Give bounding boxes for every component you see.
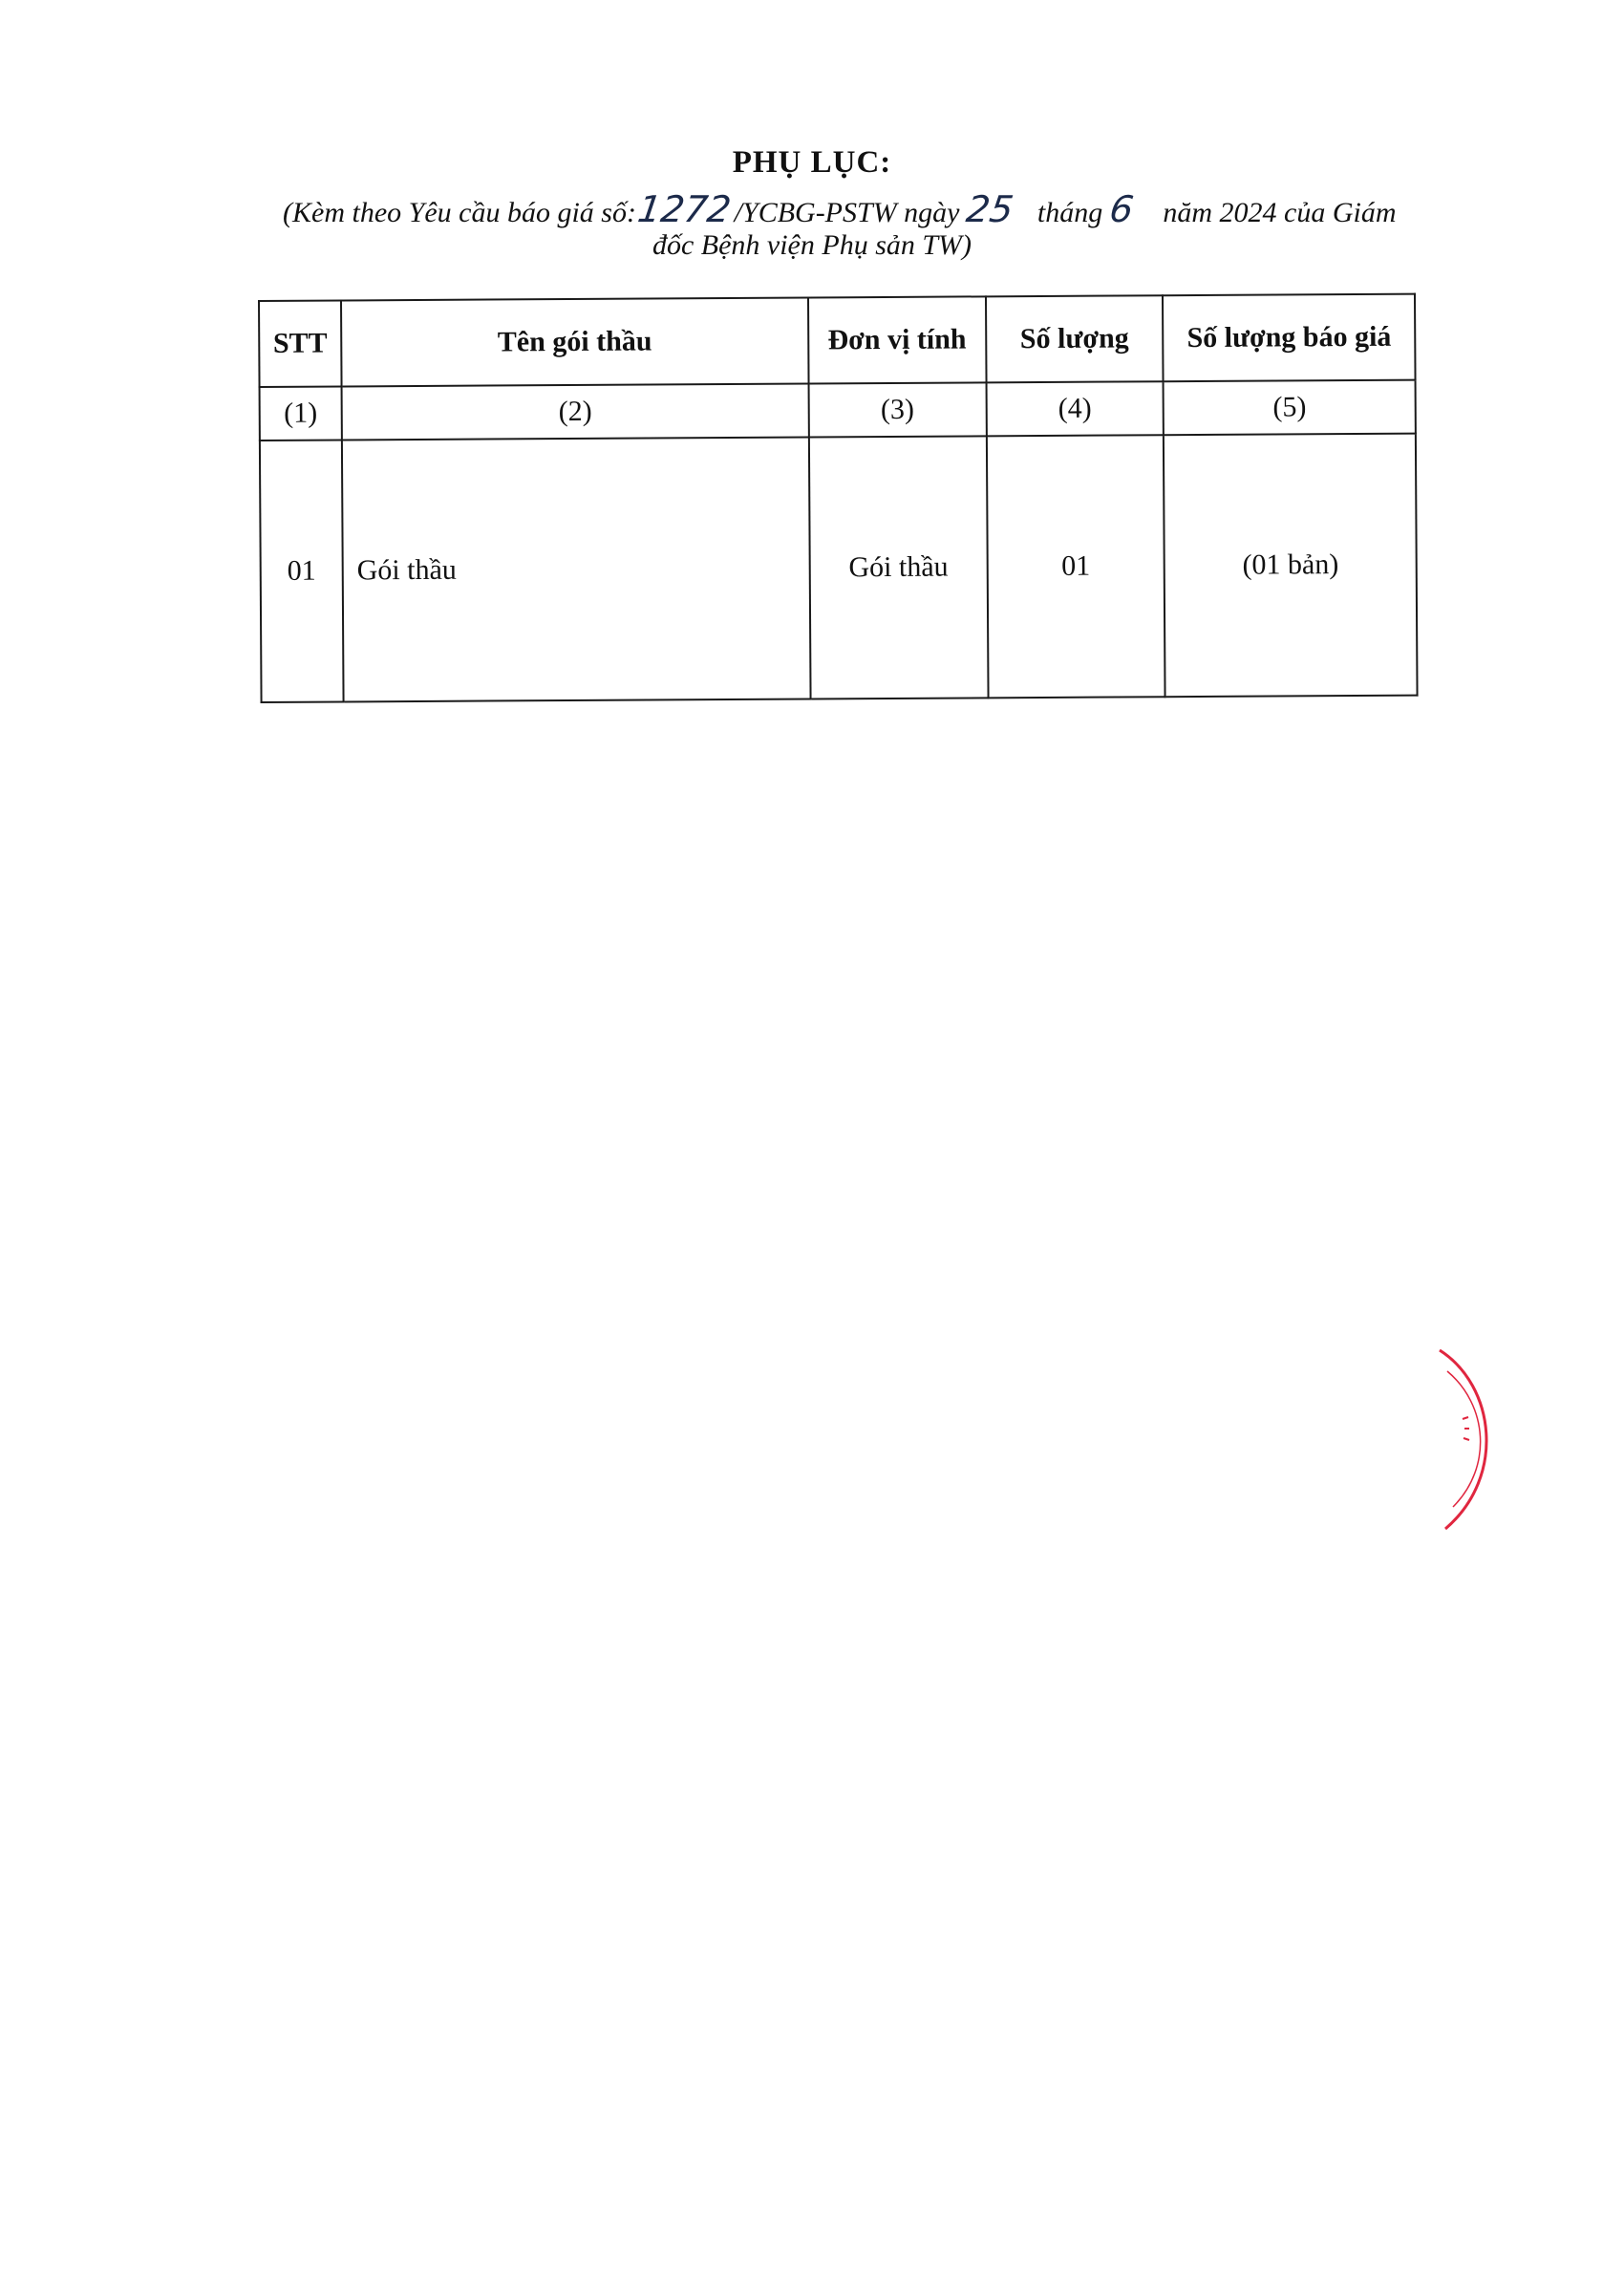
header-unit: Đơn vị tính: [808, 296, 986, 383]
subtitle-line-1: [283, 188, 1429, 230]
cell-unit: Gói thầu: [809, 436, 988, 699]
table-header-row: [259, 294, 1416, 387]
document-title: PHỤ LỤC:: [732, 145, 892, 180]
cell-package-name: Gói thầu: [342, 437, 811, 701]
subtitle-code: /YCBG-PSTW ngày: [734, 197, 960, 228]
column-number: (2): [342, 383, 809, 440]
appendix-table: [258, 293, 1419, 703]
cell-quantity: 01: [987, 435, 1165, 698]
stamp-arc-outer: [1440, 1350, 1486, 1529]
column-number: (5): [1164, 380, 1416, 436]
subtitle-prefix: (Kèm theo Yêu cầu báo giá số:: [283, 197, 636, 228]
column-number-row: [260, 380, 1416, 441]
header-stt: STT: [259, 300, 342, 387]
handwritten-request-number: 1272: [634, 188, 734, 230]
handwritten-month: 6: [1106, 188, 1136, 230]
subtitle-month-label: tháng: [1036, 197, 1103, 228]
column-number: (4): [986, 381, 1164, 436]
header-quoted-quantity: Số lượng báo giá: [1163, 294, 1415, 382]
subtitle-line-2: đốc Bệnh viện Phụ sản TW): [652, 229, 972, 261]
stamp-letter-fragments: [1463, 1417, 1469, 1440]
red-stamp-edge: [1438, 1343, 1524, 1534]
table-row: [260, 434, 1418, 702]
header-quantity: Số lượng: [986, 295, 1164, 382]
column-number: (1): [260, 386, 342, 441]
column-number: (3): [808, 382, 986, 437]
subtitle-year-text: năm 2024 của Giám: [1163, 197, 1397, 228]
header-package-name: Tên gói thầu: [341, 297, 808, 386]
cell-quoted-quantity: (01 bản): [1164, 434, 1417, 698]
handwritten-day: 25: [963, 188, 1016, 230]
cell-stt: 01: [260, 440, 344, 702]
